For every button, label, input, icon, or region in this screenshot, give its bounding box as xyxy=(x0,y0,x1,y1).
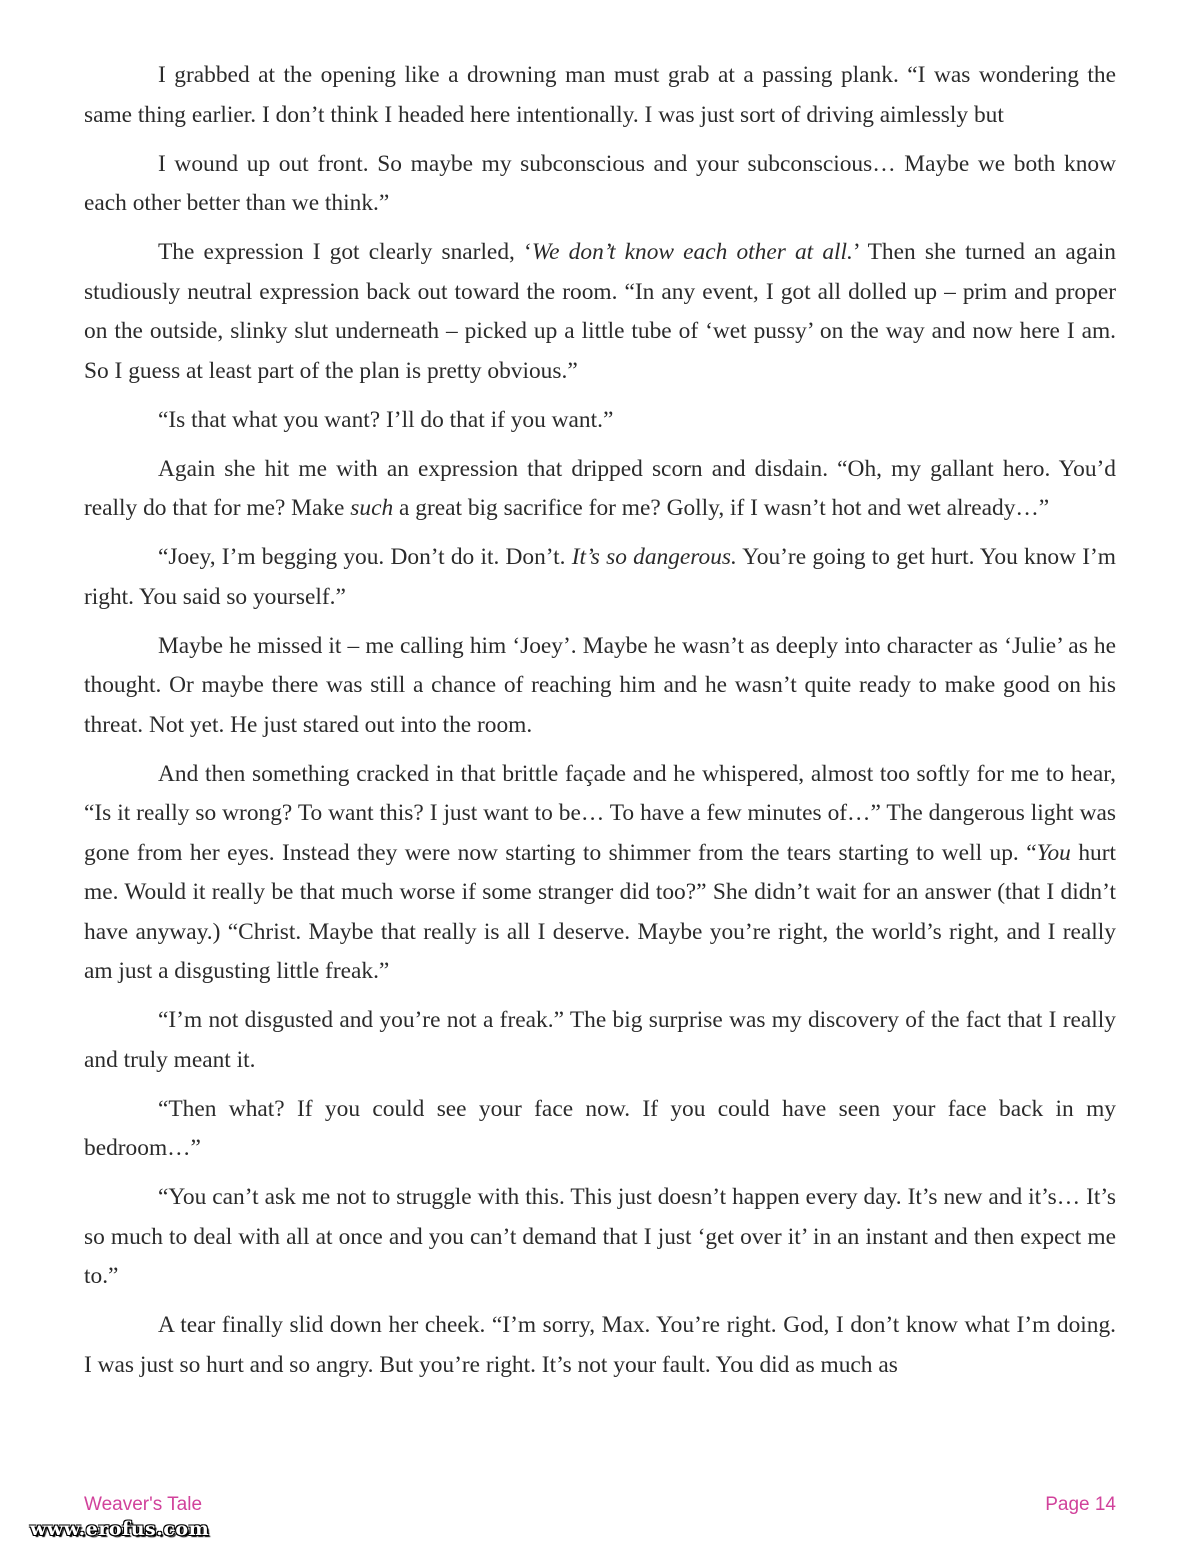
paragraph: “Is that what you want? I’ll do that if you want.” xyxy=(158,406,614,433)
paragraph: I wound up out front. So maybe my subconscious and your subconscious… Maybe we both know each other better than we think.” xyxy=(84,150,1116,216)
paragraph: “Then what? If you could see your face now. If you could have seen your face back in my bedroom…” xyxy=(84,1095,1116,1161)
paragraph: Maybe he missed it – me calling him ‘Joey’. Maybe he wasn’t as deeply into character as ‘Julie’ as he thought. Or maybe there was still a chance of reaching him and he wasn’t quite ready to make good on his threat. Not yet. He just stared out into the room. xyxy=(84,632,1116,738)
paragraph: And then something cracked in that brittle façade and he whispered, almost too softly for me to hear, “Is it really so wrong? To want this? I just want to be… To have a few minutes of…” The dangerous light was gone from her eyes. Instead they were now starting to shimmer from the tears starting to well up. “You hurt me. Would it really be that much worse if some stranger did too?” She didn’t wait for an answer (that I didn’t have anyway.) “Christ. Maybe that really is all I deserve. Maybe you’re right, the world’s right, and I really am just a disgusting little freak.” xyxy=(84,760,1116,984)
page-number: Page 14 xyxy=(1045,1494,1116,1515)
paragraph: The expression I got clearly snarled, ‘We don’t know each other at all.’ Then she turned an again studiously neutral expression back out toward the room. “In any event, I got all dolled up – prim and proper on the outside, slinky slut underneath – picked up a little tube of ‘wet pussy’ on the way and now here I am. So I guess at least part of the plan is pretty obvious.” xyxy=(84,239,1116,384)
site-watermark: www.erofus.com xyxy=(30,1518,210,1540)
paragraph: I grabbed at the opening like a drowning man must grab at a passing plank. “I was wondering the same thing earlier. I don’t think I headed here intentionally. I was just sort of driving aimlessly but xyxy=(84,62,1116,128)
paragraph: A tear finally slid down her cheek. “I’m sorry, Max. You’re right. God, I don’t know what I’m doing. I was just so hurt and so angry. But you’re right. It’s not your fault. You did as much as xyxy=(84,1312,1116,1378)
paragraph: “Joey, I’m begging you. Don’t do it. Don’t. It’s so dangerous. You’re going to get hurt. You know I’m right. You said so yourself.” xyxy=(84,544,1116,610)
page-body-text xyxy=(84,56,1116,1395)
paragraph: “I’m not disgusted and you’re not a freak.” The big surprise was my discovery of the fact that I really and truly meant it. xyxy=(84,1007,1116,1073)
book-title: Weaver's Tale xyxy=(84,1494,203,1515)
paragraph: “You can’t ask me not to struggle with this. This just doesn’t happen every day. It’s new and it’s… It’s so much to deal with all at once and you can’t demand that I just ‘get over it’ in an instant and then expect me to.” xyxy=(84,1184,1116,1289)
paragraph: Again she hit me with an expression that dripped scorn and disdain. “Oh, my gallant hero. You’d really do that for me? Make such a great big sacrifice for me? Golly, if I wasn’t hot and wet already…” xyxy=(84,455,1116,521)
